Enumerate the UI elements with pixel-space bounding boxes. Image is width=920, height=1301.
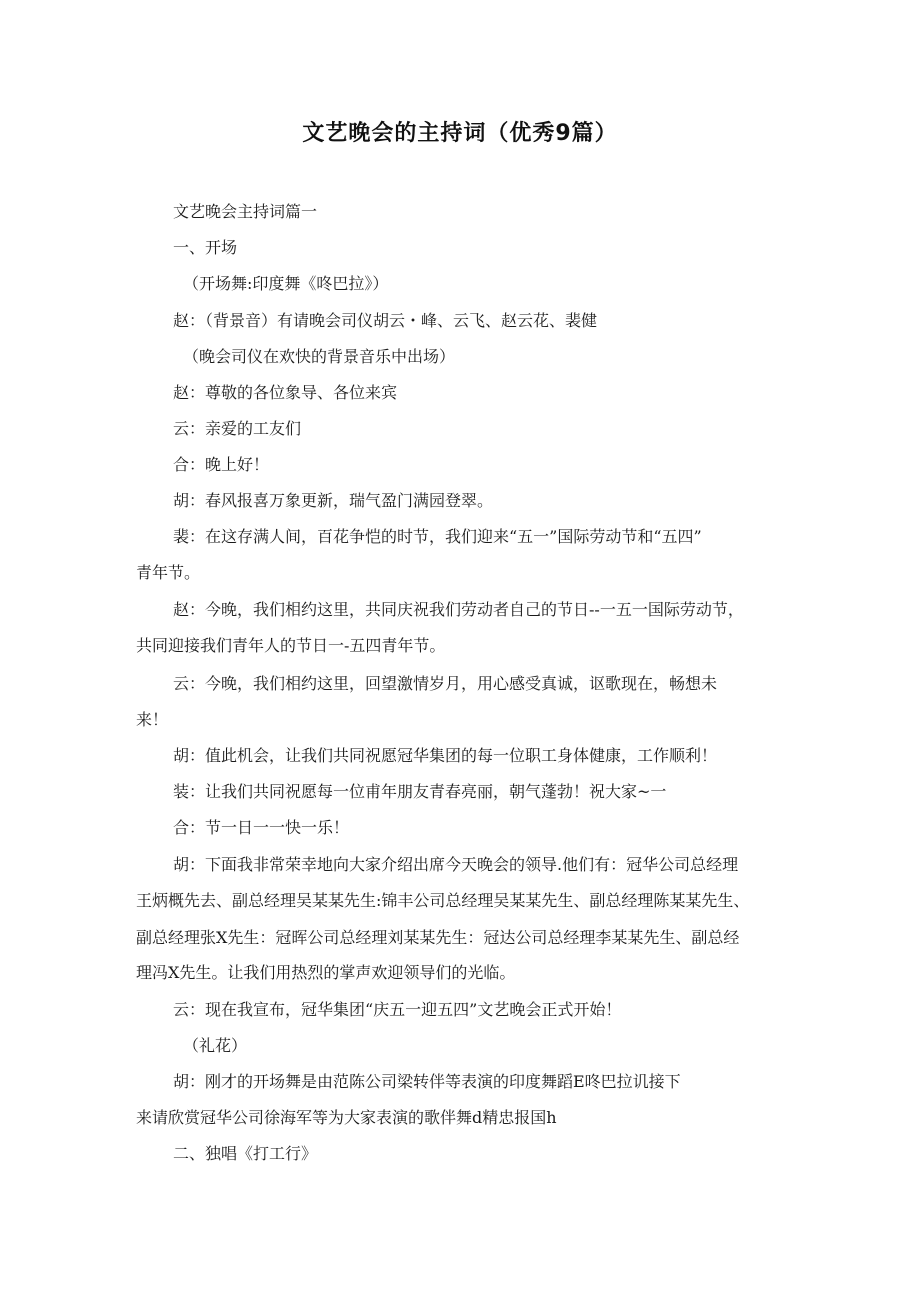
script-line-continuation: 来请欣赏冠华公司徐海军等为大家表演的歌伴舞d精忠报国h [136,1108,557,1127]
script-line-continuation: 共同迎接我们青年人的节日一-五四青年节。 [136,636,446,655]
script-line: 赵：（背景音）有请晚会司仪胡云・峰、云飞、赵云花、裴健 [173,311,598,330]
script-line-continuation: 青年节。 [136,563,201,582]
script-line: 胡：值此机会，让我们共同祝愿冠华集团的每一位职工身体健康，工作顺利！ [173,746,718,765]
script-line: 云：亲爱的工友们 [173,419,302,438]
script-line: 合：晚上好！ [173,455,270,474]
subsection-heading-opening: 一、开场 [173,238,238,257]
stage-direction-opening-dance: （开场舞:印度舞《咚巴拉》） [183,274,389,293]
script-line: 裴：在这存满人间，百花争恺的时节，我们迎来“五一”国际劳动节和“五四” [173,527,702,546]
script-line: 合：节一日一一快一乐！ [173,818,350,837]
script-line: 胡：春风报喜万象更新，瑞气盈门满园登翠。 [173,491,494,510]
script-line-continuation: 理冯X先生。让我们用热烈的掌声欢迎领导们的光临。 [136,963,516,982]
stage-direction-hosts-enter: （晚会司仪在欢快的背景音乐中出场） [183,347,456,366]
stage-direction-fireworks: （礼花） [183,1036,248,1055]
script-line-continuation: 副总经理张X先生：冠晖公司总经理刘某某先生：冠达公司总经理李某某先生、副总经 [136,928,740,947]
script-line: 胡：下面我非常荣幸地向大家介绍出席今天晚会的领导.他们有：冠华公司总经理 [173,855,739,874]
script-line: 赵：尊敬的各位象导、各位来宾 [173,383,398,402]
script-line: 装：让我们共同祝愿每一位甫年朋友青春亮丽，朝气蓬勃！祝大家~一 [173,782,667,801]
subsection-heading-solo: 二、独唱《打工行》 [173,1144,318,1163]
script-line: 云：现在我宣布，冠华集团“庆五一迎五四”文艺晚会正式开始！ [173,1000,622,1019]
script-line-continuation: 王炳概先去、副总经理吴某某先生:锦丰公司总经理吴某某先生、副总经理陈某某先生、 [136,891,750,910]
script-line: 胡：刚才的开场舞是由范陈公司梁转伴等表演的印度舞蹈E咚巴拉讥接下 [173,1072,681,1091]
script-line: 赵：今晚，我们相约这里，共同庆祝我们劳动者自己的节日--一五一国际劳动节， [173,600,744,619]
script-line-continuation: 来！ [136,710,169,729]
section-heading-part-one: 文艺晚会主持词篇一 [173,202,318,221]
script-line: 云：今晚，我们相约这里，回望激情岁月，用心感受真诚，讴歌现在，畅想未 [173,674,718,693]
document-title: 文艺晚会的主持词（优秀9篇） [302,121,618,146]
